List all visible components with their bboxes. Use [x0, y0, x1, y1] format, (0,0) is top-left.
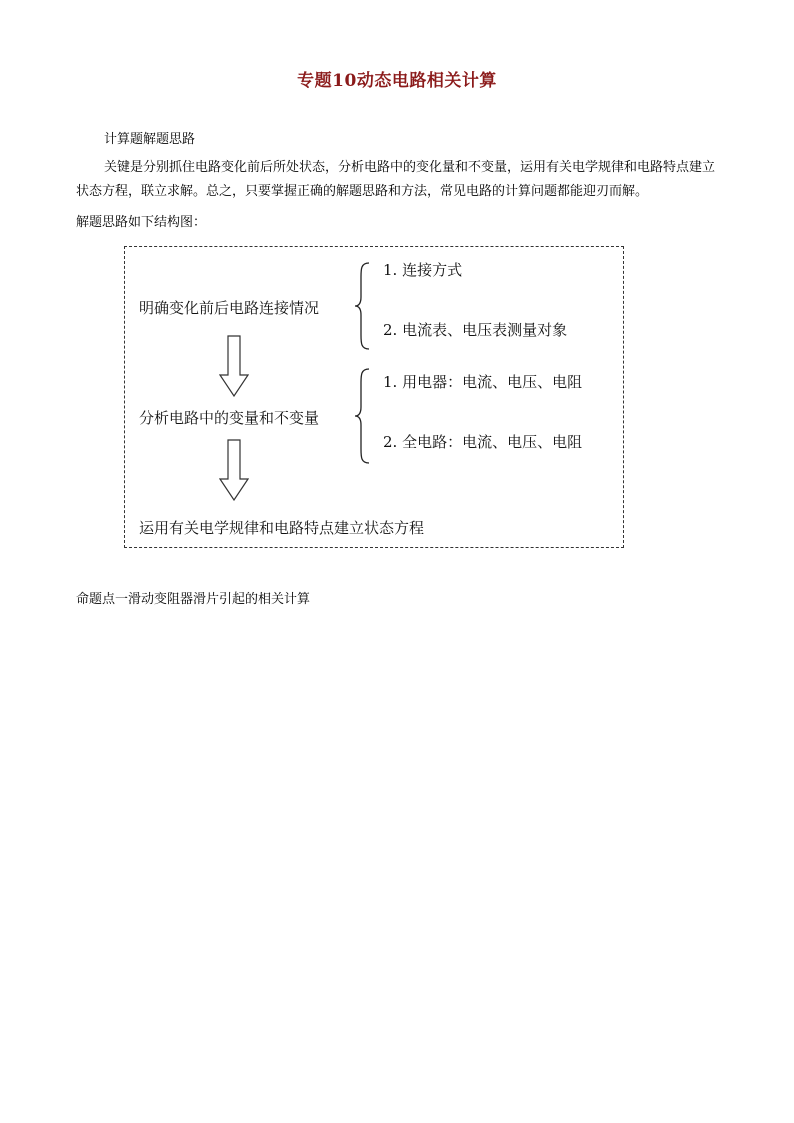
- intro-paragraph: 关键是分别抓住电路变化前后所处状态，分析电路中的变化量和不变量，运用有关电学规律和电路特点建立状态方程，联立求解。总之，只要掌握正确的解题思路和方法，常见电路的计算问题都能迎刃而解。: [76, 160, 716, 199]
- step1-label: 明确变化前后电路连接情况: [139, 299, 320, 317]
- structure-intro: 解题思路如下结构图：: [76, 215, 207, 230]
- step2-item-2: 2. 全电路：电流、电压、电阻: [383, 433, 583, 451]
- section-proposition-1: 命题点一滑动变阻器滑片引起的相关计算: [76, 592, 311, 607]
- flow-diagram: [124, 246, 624, 548]
- step1-item-2: 2. 电流表、电压表测量对象: [383, 321, 568, 339]
- brace-step2: [353, 367, 373, 465]
- document-title: 专题10动态电路相关计算: [297, 71, 497, 91]
- step2-item-1: 1. 用电器：电流、电压、电阻: [383, 373, 583, 391]
- step3-label: 运用有关电学规律和电路特点建立状态方程: [139, 519, 425, 537]
- step2-label: 分析电路中的变量和不变量: [139, 409, 320, 427]
- down-arrow-icon: [219, 439, 249, 501]
- section-heading: 计算题解题思路: [104, 132, 196, 147]
- step1-item-1: 1. 连接方式: [383, 261, 463, 279]
- down-arrow-icon: [219, 335, 249, 397]
- brace-step1: [353, 261, 373, 351]
